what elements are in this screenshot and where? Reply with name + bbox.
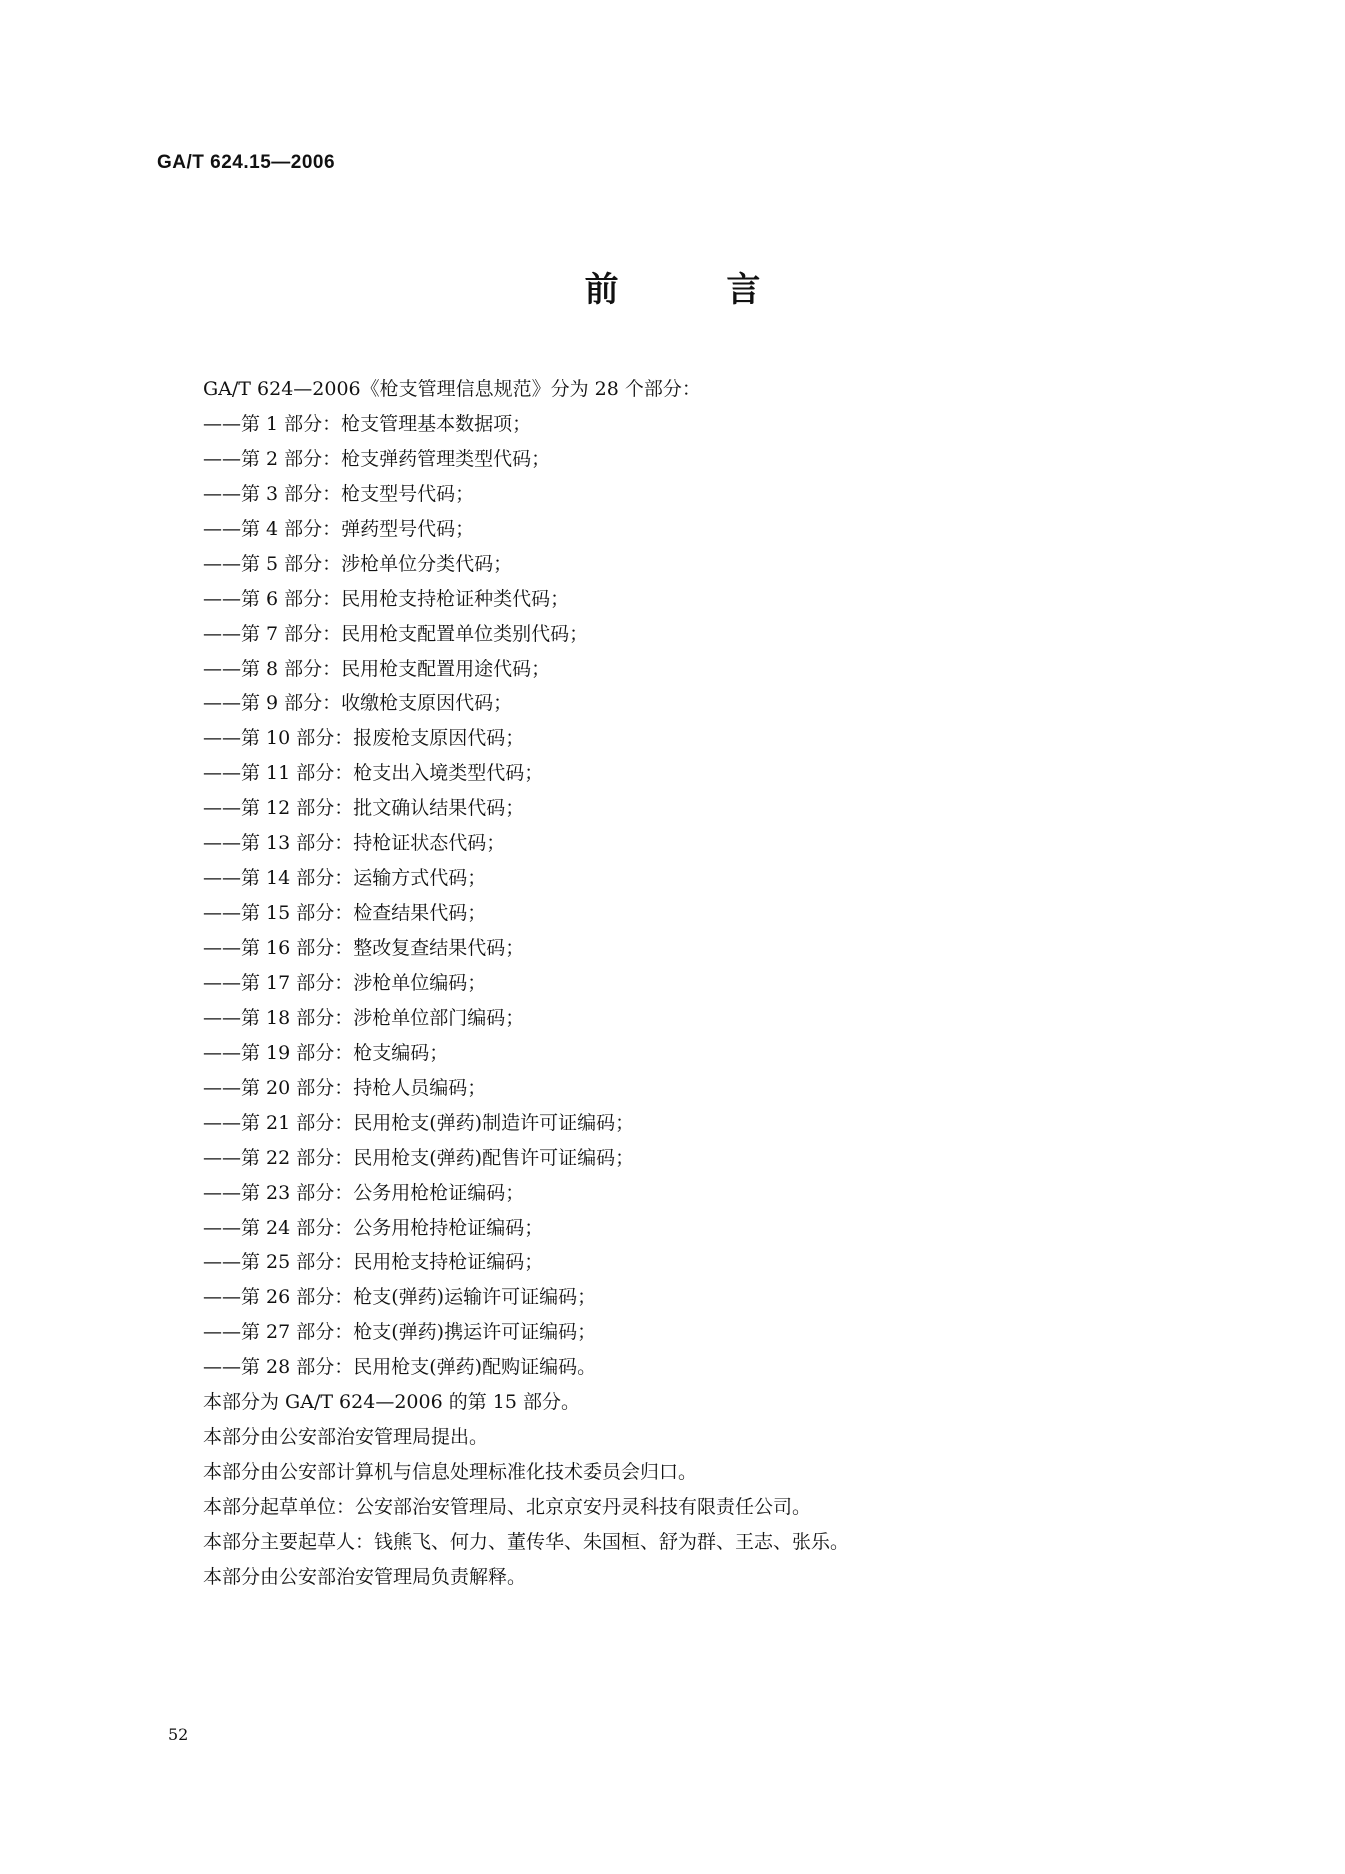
part-item: ——第 25 部分：民用枪支持枪证编码； [203, 1251, 544, 1274]
part-item: ——第 11 部分：枪支出入境类型代码； [203, 762, 544, 785]
part-item: ——第 15 部分：检查结果代码； [203, 902, 487, 925]
closing-line: 本部分由公安部治安管理局负责解释。 [203, 1565, 527, 1588]
part-item: ——第 3 部分：枪支型号代码； [203, 482, 475, 505]
closing-line: 本部分起草单位：公安部治安管理局、北京京安丹灵科技有限责任公司。 [203, 1496, 812, 1518]
part-item: ——第 2 部分：枪支弹药管理类型代码； [203, 447, 551, 470]
part-item: ——第 13 部分：持枪证状态代码； [203, 832, 506, 855]
closing-line: 本部分为 GA/T 624—2006 的第 15 部分。 [203, 1391, 580, 1414]
part-item: ——第 10 部分：报废枪支原因代码； [203, 727, 525, 750]
page-number: 52 [168, 1725, 189, 1744]
parts-list [203, 407, 849, 1385]
closing-line: 本部分主要起草人：钱熊飞、何力、董传华、朱国桓、舒为群、王志、张乐。 [203, 1530, 850, 1553]
part-item: ——第 23 部分：公务用枪枪证编码； [203, 1181, 525, 1204]
part-item: ——第 19 部分：枪支编码； [203, 1041, 449, 1064]
part-item: ——第 28 部分：民用枪支(弹药)配购证编码。 [203, 1356, 597, 1379]
closing-line: 本部分由公安部治安管理局提出。 [203, 1426, 489, 1449]
part-item: ——第 18 部分：涉枪单位部门编码； [203, 1006, 525, 1029]
foreword-body [203, 372, 849, 1595]
part-item: ——第 22 部分：民用枪支(弹药)配售许可证编码； [203, 1146, 635, 1169]
part-item: ——第 6 部分：民用枪支持枪证种类代码； [203, 587, 570, 610]
foreword-title: 前 言 [584, 270, 809, 310]
part-item: ——第 14 部分：运输方式代码； [203, 867, 487, 890]
part-item: ——第 26 部分：枪支(弹药)运输许可证编码； [203, 1286, 597, 1309]
document-code: GA/T 624.15—2006 [157, 152, 336, 173]
part-item: ——第 24 部分：公务用枪持枪证编码； [203, 1216, 544, 1239]
part-item: ——第 9 部分：收缴枪支原因代码； [203, 692, 513, 715]
part-item: ——第 16 部分：整改复查结果代码； [203, 937, 525, 959]
part-item: ——第 12 部分：批文确认结果代码； [203, 797, 525, 820]
intro-line: GA/T 624—2006《枪支管理信息规范》分为 28 个部分： [203, 378, 701, 400]
part-item: ——第 8 部分：民用枪支配置用途代码； [203, 657, 551, 680]
part-item: ——第 1 部分：枪支管理基本数据项； [203, 412, 532, 435]
part-item: ——第 27 部分：枪支(弹药)携运许可证编码； [203, 1321, 597, 1344]
part-item: ——第 5 部分：涉枪单位分类代码； [203, 552, 513, 575]
part-item: ——第 20 部分：持枪人员编码； [203, 1076, 487, 1099]
closing-line: 本部分由公安部计算机与信息处理标准化技术委员会归口。 [203, 1461, 698, 1484]
part-item: ——第 21 部分：民用枪支(弹药)制造许可证编码； [203, 1111, 635, 1134]
part-item: ——第 7 部分：民用枪支配置单位类别代码； [203, 622, 589, 645]
part-item: ——第 17 部分：涉枪单位编码； [203, 971, 487, 994]
closing-paragraphs [203, 1385, 849, 1595]
part-item: ——第 4 部分：弹药型号代码； [203, 517, 475, 540]
